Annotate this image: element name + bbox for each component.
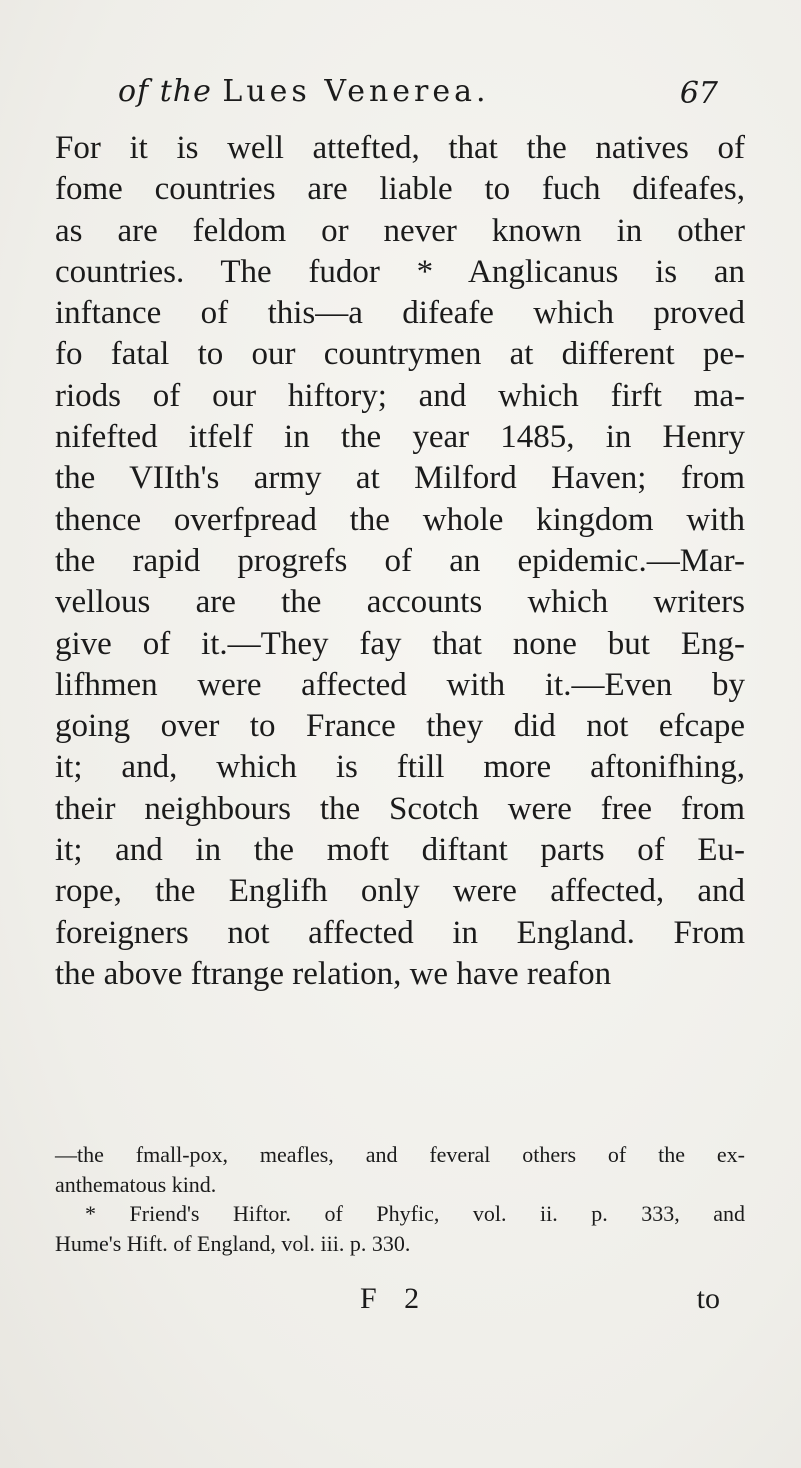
body-text [55,128,745,995]
text-line: thence overfpread the whole kingdom with [55,501,745,538]
text-line: nifefted itfelf in the year 1485, in Henry [55,419,745,456]
footnote-continuation-line: —the fmall-pox, meafles, and feveral others of the ex- [55,1142,745,1167]
text-line: as are feldom or never known in other [55,212,745,249]
text-line: inftance of this—a difeafe which proved [55,295,745,332]
footnote-continuation-line: anthematous kind. [55,1171,217,1197]
text-line: their neighbours the Scotch were free from [55,790,745,827]
text-line: fome countries are liable to fuch difeafes, [55,171,745,208]
running-head-title [118,70,490,114]
text-line: the above ftrange relation, we have reafon [55,955,612,992]
footnotes [55,1140,745,1258]
footnote-line: Hume's Hift. of England, vol. iii. p. 330. [55,1230,411,1256]
footnote-line: * Friend's Hiftor. of Phyfic, vol. ii. p. 333, and [85,1201,745,1226]
text-line: vellous are the accounts which writers [55,584,745,621]
text-line: give of it.—They fay that none but Eng- [55,625,745,662]
text-line: lifhmen were affected with it.—Even by [55,666,745,703]
running-head-prefix: of the [118,74,212,109]
running-head-main: Lues Venerea. [222,74,490,109]
signature-mark: F 2 [360,1282,430,1315]
text-line: foreigners not affected in England. From [55,914,745,951]
text-line: For it is well attefted, that the natives of [55,130,745,166]
text-line: going over to France they did not efcape [55,708,745,745]
running-head [118,70,718,114]
text-line: it; and in the moft diftant parts of Eu- [55,832,745,869]
text-line: fo fatal to our countrymen at different pe- [55,336,745,373]
text-line: the VIIth's army at Milford Haven; from [55,460,745,497]
text-line: it; and, which is ftill more aftonifhing, [55,749,745,786]
page-number: 67 [679,76,718,111]
catchline [360,1279,720,1319]
text-line: riods of our hiftory; and which firft ma- [55,377,745,414]
text-line: the rapid progrefs of an epidemic.—Mar- [55,542,745,579]
catchword: to [696,1282,720,1315]
text-line: countries. The fudor * Anglicanus is an [55,253,745,290]
text-line: rope, the Englifh only were affected, and [55,873,745,910]
